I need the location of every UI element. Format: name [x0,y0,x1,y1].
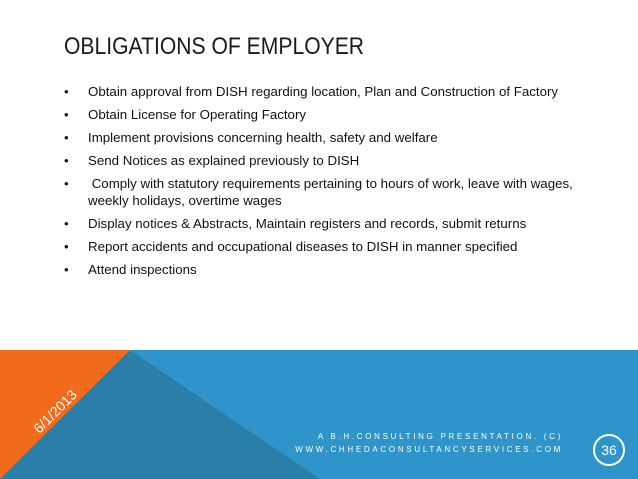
bullet-icon: • [64,262,69,277]
list-item [64,83,584,100]
page-number-text: 36 [601,442,617,458]
bullet-icon: • [64,239,69,254]
bullet-icon: • [64,176,69,191]
bullet-icon: • [64,107,69,122]
bullet-text: Obtain License for Operating Factory [88,107,307,122]
list-item [64,238,584,255]
bullet-text: Attend inspections [88,262,197,277]
bullet-text: Display notices & Abstracts, Maintain registers and records, submit returns [88,216,527,231]
slide-date: 6/1/2013 [30,386,80,437]
bullet-icon: • [64,216,69,231]
bullet-icon: • [64,84,69,99]
slide-title: OBLIGATIONS OF EMPLOYER [64,33,365,60]
bullet-icon: • [64,153,69,168]
list-item [64,175,584,209]
bullet-list [64,83,584,284]
bullet-text: Comply with statutory requirements pertaining to hours of work, leave with wages, weekly holidays, overtime wages [88,176,577,208]
bullet-text: Implement provisions concerning health, safety and welfare [88,130,438,145]
bullet-text: Send Notices as explained previously to DISH [88,153,360,168]
footer-line-1: A B.H.CONSULTING PRESENTATION. (C) [317,432,563,441]
list-item [64,106,584,123]
list-item [64,152,584,169]
bullet-text: Report accidents and occupational diseases to DISH in manner specified [88,239,518,254]
footer-band [0,350,638,479]
footer-text [295,430,563,456]
footer-line-2: WWW.CHHEDACONSULTANCYSERVICES.COM [295,445,563,454]
list-item [64,215,584,232]
list-item [64,129,584,146]
bullet-text: Obtain approval from DISH regarding location, Plan and Construction of Factory [88,84,559,99]
bullet-icon: • [64,130,69,145]
page-number [593,434,625,466]
list-item [64,261,584,278]
